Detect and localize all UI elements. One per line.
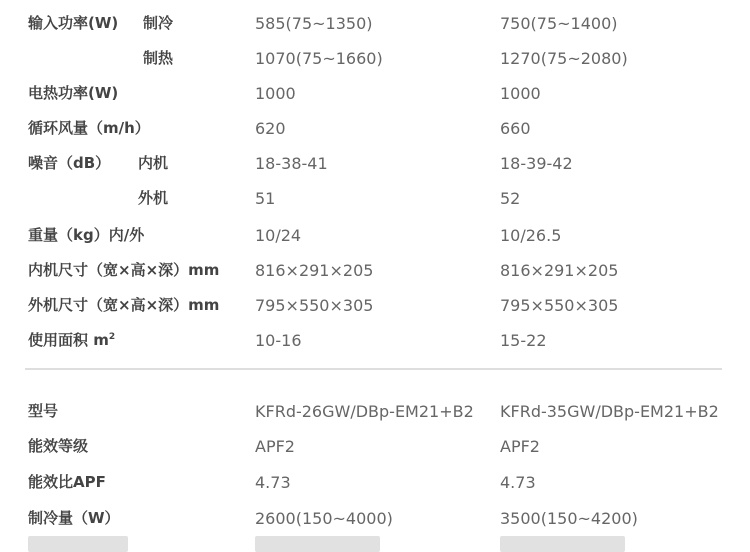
- row-label: 能效等级: [28, 437, 89, 455]
- table-row: [0, 146, 750, 181]
- row-label: 重量（kg）内/外: [28, 226, 145, 244]
- table-row: [0, 181, 750, 216]
- table-row: [0, 394, 750, 429]
- row-label: [28, 323, 115, 358]
- row-sublabel: 外机: [138, 189, 169, 207]
- table-row: [0, 76, 750, 111]
- table-row: [0, 465, 750, 500]
- row-label: 能效比APF: [28, 473, 106, 491]
- value-model-2: 15-22: [500, 331, 547, 350]
- section-divider: [25, 368, 722, 370]
- value-model-1: 4.73: [255, 473, 291, 492]
- row-sublabel: 内机: [138, 154, 169, 172]
- table-row: [0, 323, 750, 358]
- value-model-2: 1000: [500, 84, 541, 103]
- value-model-1: 51: [255, 189, 276, 208]
- value-model-2: 18-39-42: [500, 154, 573, 173]
- table-row: [0, 218, 750, 253]
- table-row: [0, 253, 750, 288]
- cut-off-row-label: [28, 536, 128, 552]
- row-label: 外机尺寸（宽×高×深）mm: [28, 296, 220, 314]
- value-model-1: 2600(150~4000): [255, 509, 393, 528]
- value-model-1: 795×550×305: [255, 296, 374, 315]
- row-label: 循环风量（m/h）: [28, 119, 150, 137]
- value-model-2: KFRd-35GW/DBp-EM21+B2: [500, 402, 719, 421]
- value-model-2: 10/26.5: [500, 226, 562, 245]
- value-model-2: 1270(75~2080): [500, 49, 628, 68]
- value-model-1: 1070(75~1660): [255, 49, 383, 68]
- value-model-1: 18-38-41: [255, 154, 328, 173]
- value-model-2: 3500(150~4200): [500, 509, 638, 528]
- value-model-2: 750(75~1400): [500, 14, 618, 33]
- value-model-2: 4.73: [500, 473, 536, 492]
- table-row: [0, 6, 750, 41]
- row-label: 内机尺寸（宽×高×深）mm: [28, 261, 220, 279]
- superscript: 2: [108, 332, 116, 342]
- value-model-2: 795×550×305: [500, 296, 619, 315]
- row-label: 输入功率(W): [28, 14, 119, 32]
- value-model-1: 816×291×205: [255, 261, 374, 280]
- value-model-1: 10-16: [255, 331, 302, 350]
- table-row: [0, 429, 750, 464]
- table-row: [0, 111, 750, 146]
- value-model-2: 660: [500, 119, 531, 138]
- value-model-1: KFRd-26GW/DBp-EM21+B2: [255, 402, 474, 421]
- value-model-1: 620: [255, 119, 286, 138]
- value-model-2: 816×291×205: [500, 261, 619, 280]
- row-sublabel: 制冷: [143, 14, 174, 32]
- row-label: 型号: [28, 402, 59, 420]
- value-model-1: 10/24: [255, 226, 302, 245]
- table-row: [0, 41, 750, 76]
- row-label: 电热功率(W): [28, 84, 119, 102]
- value-model-1: 1000: [255, 84, 296, 103]
- cut-off-row-value-2: [500, 536, 625, 552]
- cut-off-row-value-1: [255, 536, 380, 552]
- row-label: 噪音（dB）: [28, 154, 111, 172]
- value-model-1: 585(75~1350): [255, 14, 373, 33]
- value-model-2: APF2: [500, 437, 540, 456]
- value-model-1: APF2: [255, 437, 295, 456]
- table-row: [0, 501, 750, 536]
- row-sublabel: 制热: [143, 49, 174, 67]
- table-row: [0, 288, 750, 323]
- value-model-2: 52: [500, 189, 521, 208]
- row-label-text: 使用面积 m: [28, 331, 109, 349]
- row-label: 制冷量（W）: [28, 509, 120, 527]
